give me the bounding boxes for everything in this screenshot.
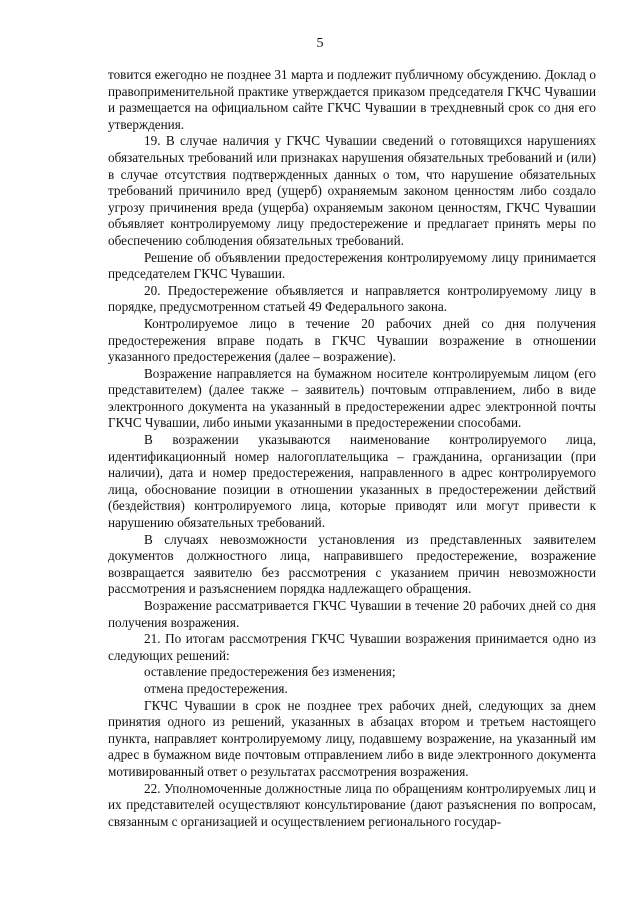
paragraph: Решение об объявлении предостережения контролируемому лицу принимается председателем ГКЧС Чувашии. xyxy=(108,249,596,282)
page-number: 5 xyxy=(316,36,324,51)
paragraph-item-19: 19. В случае наличия у ГКЧС Чувашии сведений о готовящихся нарушениях обязательных требований или признаках нарушения обязательных требований и (или) в случае отсутствия подтвержденных данных о том, что нарушение обязательных требований причинило вред (ущерб) охраняемым законом ценностям либо создало угрозу причинения вреда (ущерба) охраняемым законом ценностям, ГКЧС Чувашии объявляет контролируемому лицу предостережение и предлагает принять меры по обеспечению соблюдения обязательных требований. xyxy=(108,133,596,248)
paragraph: Контролируемое лицо в течение 20 рабочих дней со дня получения предостережения вправе подать в ГКЧС Чувашии возражение в отношении указанного предостережения (далее – возражение). xyxy=(108,315,596,365)
paragraph-item-22: 22. Уполномоченные должностные лица по обращениям контролируемых лиц и их представителей осуществляют консультирование (дают разъяснения по вопросам, связанным с организацией и осуществлением регионального государ- xyxy=(108,780,596,829)
paragraph: ГКЧС Чувашии в срок не позднее трех рабочих дней, следующих за днем принятия одного из решений, указанных в абзацах втором и третьем настоящего пункта, направляет контролируемому лицу, подавшему возражение, на указанный им адрес в бумажном виде почтовым отправлением либо в виде электронного документа мотивированный ответ о результатах рассмотрения возражения. xyxy=(108,697,596,779)
paragraph: В возражении указываются наименование контролируемого лица, идентификационный номер налогоплательщика – гражданина, организации (при наличии), дата и номер предостережения, направленного в адрес контролируемого лица, обоснование позиции в отношении указанных в предостережении действий (бездействия) контролируемого лица, которые приводят или могут привести к нарушению обязательных требований. xyxy=(108,432,596,531)
paragraph-item-20: 20. Предостережение объявляется и направляется контролируемому лицу в порядке, предусмотренном статьей 49 Федерального закона. xyxy=(108,282,596,315)
paragraph-item-21: 21. По итогам рассмотрения ГКЧС Чувашии возражения принимается одно из следующих решений: xyxy=(108,631,596,663)
paragraph: Возражение направляется на бумажном носителе контролируемым лицом (его представителем) (далее также – заявитель) почтовым отправлением, либо в виде электронного документа на указанный в предостережении адрес электронной почты ГКЧС Чувашии, либо иными указанными в предостережении способами. xyxy=(108,365,596,431)
paragraph-continuation: товится ежегодно не позднее 31 марта и подлежит публичному обсуждению. Доклад о правоприменительной практике утверждается приказом председателя ГКЧС Чувашии и размещается на официальном сайте ГКЧС Чувашии в трехдневный срок со дня его утверждения. xyxy=(108,67,596,132)
list-item: оставление предостережения без изменения; xyxy=(144,664,396,680)
paragraph: В случаях невозможности установления из представленных заявителем документов должностного лица, направившего предостережение, возражение возвращается заявителю без рассмотрения с указанием причин невозможности рассмотрения и разъяснением порядка надлежащего обращения. xyxy=(108,531,596,597)
paragraph: Возражение рассматривается ГКЧС Чувашии в течение 20 рабочих дней со дня получения возражения. xyxy=(108,598,596,630)
list-item: отмена предостережения. xyxy=(144,680,288,696)
body-text xyxy=(108,67,596,830)
